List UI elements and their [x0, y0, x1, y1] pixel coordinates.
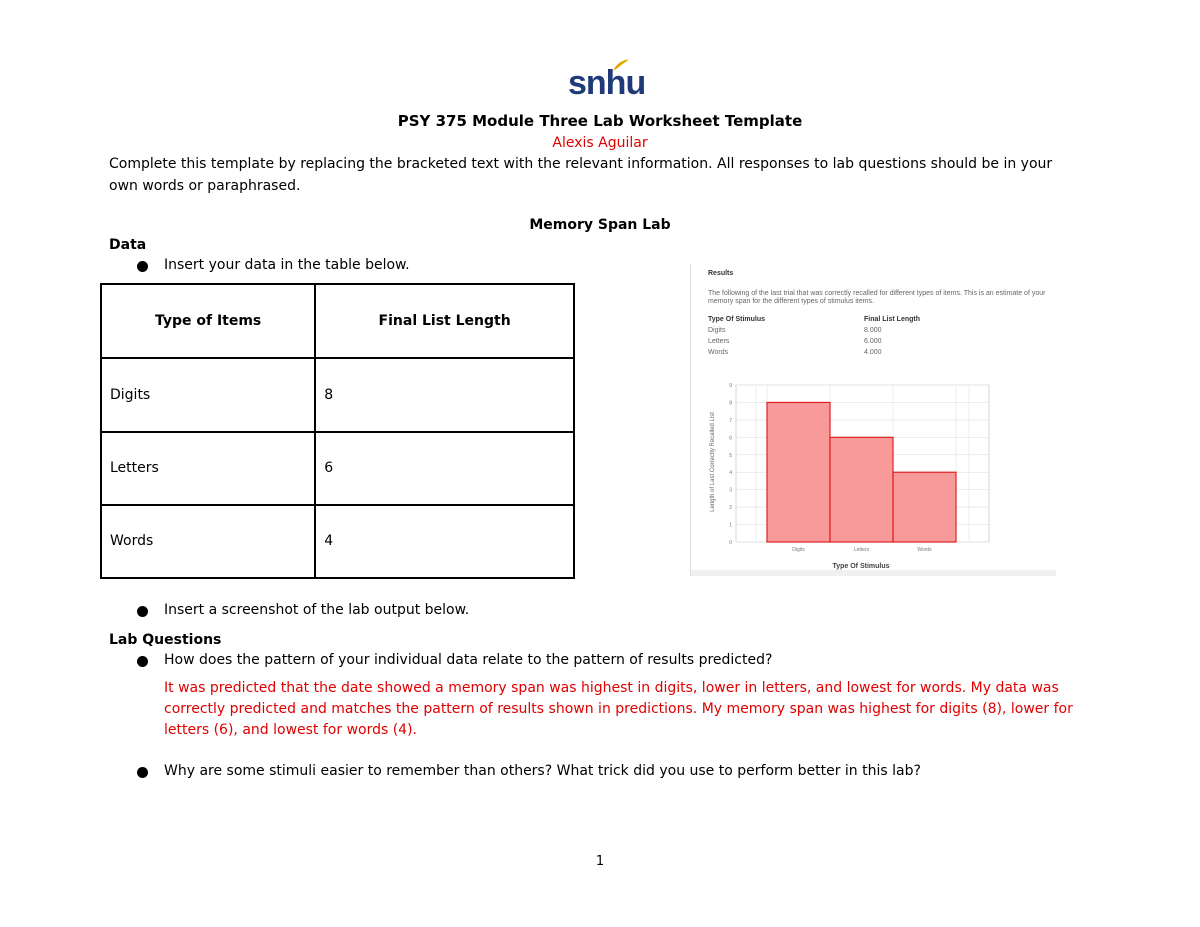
- results-type: Letters: [708, 338, 730, 345]
- answer-1: It was predicted that the date showed a memory span was highest in digits, lower in letters, and lowest for words. My data was correctly predicted and matches the pattern of results shown in predictions. My memory span was highest for digits (8), lower for letters (6), and lowest for words (4).: [164, 680, 1073, 738]
- data-table: [100, 283, 575, 579]
- chart-y-tick-label: 3: [729, 487, 732, 494]
- cell-type: Words: [101, 505, 315, 578]
- results-col-type: Type Of Stimulus: [708, 316, 766, 323]
- cell-length: 8: [315, 358, 574, 431]
- author-name: Alexis Aguilar: [552, 135, 648, 151]
- question-2: Why are some stimuli easier to remember than others? What trick did you use to perform better in this lab?: [164, 763, 921, 779]
- bullet-insert-screenshot: Insert a screenshot of the lab output below.: [164, 602, 470, 618]
- bar-chart: [691, 376, 1056, 576]
- chart-y-tick-label: 2: [729, 505, 732, 512]
- chart-y-tick-label: 9: [729, 383, 732, 389]
- results-col-length: Final List Length: [864, 316, 920, 323]
- results-title: Results: [708, 270, 734, 277]
- chart-bar: [893, 472, 956, 542]
- chart-bars: [767, 402, 956, 542]
- bullet-icon: [137, 656, 148, 667]
- data-heading: Data: [109, 237, 147, 253]
- intro-paragraph: Complete this template by replacing the bracketed text with the relevant information. All responses to lab questions should be in your own words or paraphrased.: [109, 156, 1053, 194]
- bullet-icon: [137, 767, 148, 778]
- results-type: Words: [708, 349, 729, 356]
- section-title: Memory Span Lab: [529, 217, 671, 233]
- chart-x-ticks: [792, 547, 932, 553]
- chart-y-tick-label: 0: [729, 540, 732, 546]
- header-final-list-length: Final List Length: [315, 284, 574, 358]
- chart-x-tick-label: Words: [917, 547, 932, 553]
- header-type-of-items: Type of Items: [101, 284, 315, 358]
- cell-type: Letters: [101, 432, 315, 505]
- table-row: [101, 505, 574, 578]
- results-type: Digits: [708, 327, 726, 334]
- snhu-logo: [568, 58, 646, 104]
- chart-y-tick-label: 1: [729, 522, 732, 529]
- bullet-icon: [137, 261, 148, 272]
- bullet-icon: [137, 606, 148, 617]
- chart-bar: [830, 437, 893, 542]
- logo-text: snhu: [568, 64, 646, 102]
- results-description-line-2: memory span for the different types of stimulus items.: [708, 298, 874, 305]
- chart-y-tick-label: 8: [729, 400, 732, 407]
- chart-y-tick-label: 7: [729, 417, 732, 424]
- leaf-icon: [612, 58, 630, 72]
- chart-x-tick-label: Digits: [792, 547, 805, 553]
- results-description-line-1: The following of the last trial that was correctly recalled for different types of items. This is an estimate of your: [708, 290, 1046, 297]
- results-length: 4.000: [864, 349, 882, 356]
- bullet-insert-data: Insert your data in the table below.: [164, 257, 410, 273]
- question-1: How does the pattern of your individual data relate to the pattern of results predicted?: [164, 652, 773, 668]
- results-length: 8.000: [864, 327, 882, 334]
- table-row: [101, 358, 574, 431]
- cell-type: Digits: [101, 358, 315, 431]
- chart-y-tick-label: 5: [729, 452, 732, 459]
- lab-output-screenshot: [690, 264, 1056, 576]
- lab-questions-heading: Lab Questions: [109, 632, 222, 648]
- chart-y-axis-label: Length of Last Correctly Recalled List: [710, 412, 716, 512]
- chart-bar: [767, 402, 830, 542]
- screenshot-footer-bar: [691, 570, 1056, 576]
- page-number: 1: [595, 854, 605, 869]
- chart-x-tick-label: Letters: [853, 547, 870, 553]
- cell-length: 6: [315, 432, 574, 505]
- chart-x-axis-label: Type Of Stimulus: [832, 563, 890, 570]
- table-row: [101, 432, 574, 505]
- cell-length: 4: [315, 505, 574, 578]
- results-length: 6.000: [864, 338, 882, 345]
- document-title: PSY 375 Module Three Lab Worksheet Template: [397, 112, 803, 130]
- chart-y-tick-label: 4: [729, 470, 732, 477]
- chart-y-ticks: [729, 383, 732, 546]
- table-header-row: [101, 284, 574, 358]
- chart-y-tick-label: 6: [729, 435, 732, 442]
